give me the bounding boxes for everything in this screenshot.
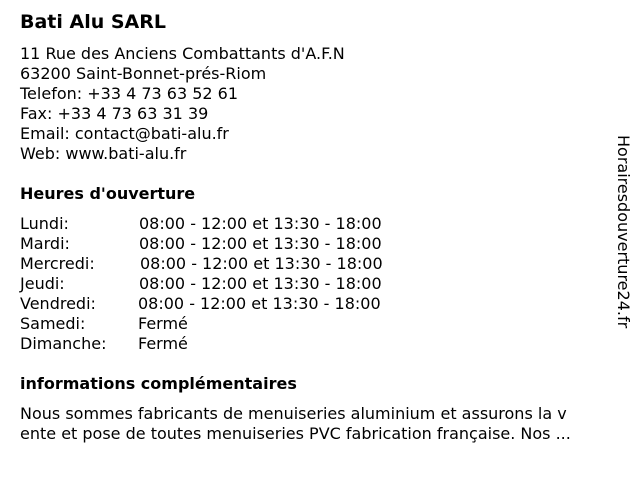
day-label: Mardi:	[20, 234, 70, 253]
day-label: Dimanche:	[20, 334, 107, 353]
opening-hours-heading: Heures d'ouverture	[20, 184, 196, 203]
hours-value: 08:00 - 12:00 et 13:30 - 18:00	[138, 294, 381, 313]
day-label: Vendredi:	[20, 294, 96, 313]
additional-info-text	[20, 404, 620, 444]
business-name: Bati Alu SARL	[20, 11, 166, 33]
hours-value: 08:00 - 12:00 et 13:30 - 18:00	[139, 234, 382, 253]
day-label: Samedi:	[20, 314, 86, 333]
day-label: Mercredi:	[20, 254, 95, 273]
website: Web: www.bati-alu.fr	[20, 144, 187, 163]
address-line-2: 63200 Saint-Bonnet-prés-Riom	[20, 64, 267, 83]
additional-info-heading: informations complémentaires	[20, 374, 297, 393]
hours-value: Fermé	[138, 334, 188, 353]
address-line-1: 11 Rue des Anciens Combattants d'A.F.N	[20, 44, 345, 63]
hours-value: 08:00 - 12:00 et 13:30 - 18:00	[139, 274, 382, 293]
contact-block	[20, 44, 345, 164]
email-address: Email: contact@bati-alu.fr	[20, 124, 229, 143]
info-line-1: Nous sommes fabricants de menuiseries aluminium et assurons la v	[20, 404, 567, 423]
hours-value: Fermé	[138, 314, 188, 333]
phone-number: Telefon: +33 4 73 63 52 61	[20, 84, 239, 103]
hours-value: 08:00 - 12:00 et 13:30 - 18:00	[140, 254, 383, 273]
site-watermark: Horairesdouverture24.fr	[614, 135, 633, 329]
day-label: Jeudi:	[20, 274, 65, 293]
day-label: Lundi:	[20, 214, 69, 233]
info-line-2: ente et pose de toutes menuiseries PVC fabrication française. Nos ...	[20, 424, 571, 443]
fax-number: Fax: +33 4 73 63 31 39	[20, 104, 209, 123]
hours-value: 08:00 - 12:00 et 13:30 - 18:00	[139, 214, 382, 233]
